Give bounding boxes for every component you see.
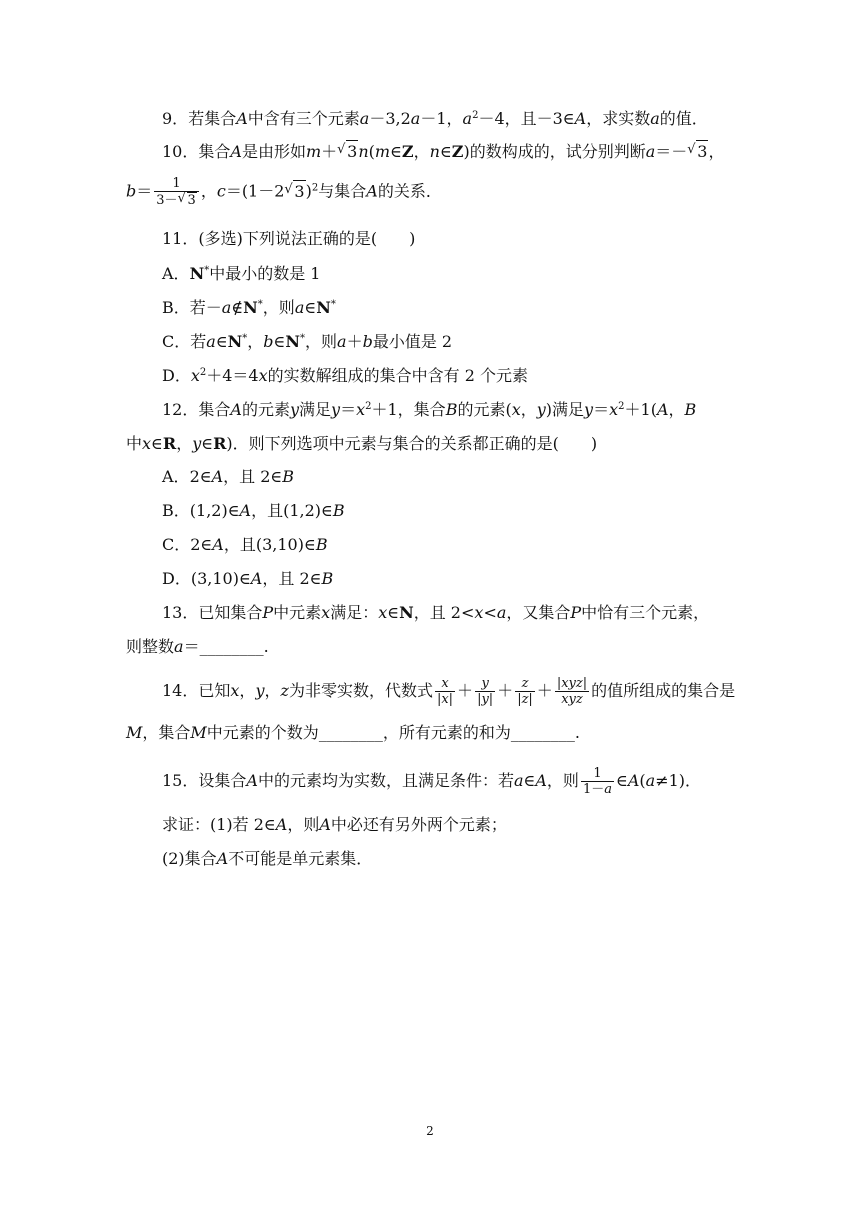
radicand: 3 xyxy=(697,142,708,161)
text: ，则 xyxy=(262,298,295,317)
fraction xyxy=(515,676,535,707)
text: －4，且－3∈ xyxy=(478,109,575,128)
text: ，且 2∈ xyxy=(262,569,322,588)
text: 2∈ xyxy=(190,535,213,554)
question-10-line-2 xyxy=(126,176,442,208)
question-11-option-a xyxy=(162,263,320,285)
text: (多选)下列说法正确的是( ) xyxy=(198,229,416,248)
var-x: x xyxy=(511,400,521,419)
var-B: B xyxy=(282,467,295,486)
set-N: N xyxy=(189,264,205,283)
question-11-stem xyxy=(162,228,415,250)
var-A: A xyxy=(230,400,242,419)
text: ∈ xyxy=(390,142,402,161)
question-number: 10． xyxy=(162,142,199,161)
var-y: y xyxy=(289,400,300,419)
exponent: 2 xyxy=(199,367,207,378)
var-n: n xyxy=(358,142,369,161)
var-M: M xyxy=(190,723,207,742)
question-number: 12． xyxy=(162,400,199,419)
text: 中含有三个元素 xyxy=(247,109,360,128)
text: ，所有元素的和为 xyxy=(382,723,511,742)
text: 中必还有另外两个元素； xyxy=(330,815,507,834)
option-label: A． xyxy=(162,264,190,283)
question-10-line-1 xyxy=(162,140,724,163)
denominator xyxy=(154,192,199,208)
option-label: B． xyxy=(162,298,190,317)
var-m: m xyxy=(374,142,391,161)
radicand: 3 xyxy=(294,181,305,201)
page-number: 2 xyxy=(426,1124,434,1138)
var-a: a xyxy=(337,332,347,351)
text: 设集合 xyxy=(198,771,247,790)
var-a: a xyxy=(410,109,421,128)
text: ＋ xyxy=(346,332,363,351)
var-y: y xyxy=(536,400,546,419)
var-a: a xyxy=(513,771,524,790)
numerator: 1 xyxy=(154,176,199,192)
text: ∈ xyxy=(304,298,317,317)
var-x: x xyxy=(356,400,366,419)
numerator: |xyz| xyxy=(556,676,588,691)
set-N: N xyxy=(243,298,258,317)
question-11-option-d xyxy=(162,365,528,387)
option-label: C． xyxy=(162,332,191,351)
text: 满足 xyxy=(299,400,332,419)
question-15-part-2 xyxy=(162,848,372,870)
text: ，且 2< xyxy=(413,603,475,622)
question-13-line-2 xyxy=(126,636,269,658)
text: 中的元素均为实数，且满足条件：若 xyxy=(257,771,514,790)
exponent: 2 xyxy=(618,401,625,412)
text: ， xyxy=(200,181,217,201)
option-label: A． xyxy=(162,467,190,486)
var-a: a xyxy=(462,109,473,128)
option-label: D． xyxy=(162,366,191,385)
question-number: 9． xyxy=(162,109,189,128)
set-Z: Z xyxy=(401,142,414,161)
var-x: x xyxy=(474,603,484,622)
text: 与集合 xyxy=(318,181,367,201)
question-14-line-2 xyxy=(126,722,580,744)
var-a: a xyxy=(604,782,612,797)
var-c: c xyxy=(216,181,226,201)
numerator: 1 xyxy=(581,766,614,782)
sqrt-symbol xyxy=(178,192,197,208)
text: 若 xyxy=(190,332,207,351)
fraction xyxy=(475,676,495,707)
text: 集合 xyxy=(198,142,231,161)
answer-blank: ________ xyxy=(510,723,575,742)
text: ∈ xyxy=(215,332,228,351)
text: ， xyxy=(520,400,537,419)
question-12-option-a xyxy=(162,466,294,488)
text: ，集合 xyxy=(142,723,191,742)
denominator: |x| xyxy=(436,692,454,707)
text: . xyxy=(574,723,580,742)
var-A: A xyxy=(246,771,258,790)
text: 若集合 xyxy=(188,109,237,128)
question-15-part-1 xyxy=(162,814,507,836)
question-12-option-d xyxy=(162,568,333,590)
radicand: 3 xyxy=(187,193,196,208)
text: ＝ xyxy=(593,400,610,419)
text: ∈ xyxy=(273,332,286,351)
text: ∈ xyxy=(387,603,400,622)
text: )．则下列选项中元素与集合的关系都正确的是( ) xyxy=(226,434,598,453)
var-b: b xyxy=(126,181,137,201)
var-A: A xyxy=(366,181,378,201)
var-B: B xyxy=(315,535,328,554)
var-a: a xyxy=(645,771,656,790)
text: ＝ xyxy=(183,637,200,656)
text: ＋1，集合 xyxy=(371,400,446,419)
text: －3,2 xyxy=(369,109,411,128)
var-B: B xyxy=(321,569,334,588)
text: 若－ xyxy=(189,298,222,317)
superscript: * xyxy=(204,265,210,276)
var-y: y xyxy=(255,681,265,700)
var-x: x xyxy=(321,603,331,622)
text: ， xyxy=(264,681,281,700)
text: 的值所组成的集合是 xyxy=(591,681,736,700)
text: ∈ xyxy=(523,771,536,790)
sqrt-symbol xyxy=(284,180,305,203)
text: ＋ xyxy=(321,142,338,161)
exponent: 2 xyxy=(472,110,479,121)
text: ＋4＝4 xyxy=(206,366,259,385)
text: ＝ xyxy=(136,181,153,201)
var-x: x xyxy=(190,366,200,385)
superscript: * xyxy=(242,333,248,344)
var-a: a xyxy=(174,637,184,656)
var-A: A xyxy=(250,569,263,588)
text: . xyxy=(263,637,269,656)
question-14-line-1 xyxy=(162,676,735,707)
var-A: A xyxy=(216,849,229,868)
option-label: B． xyxy=(162,501,190,520)
var-z: z xyxy=(280,681,289,700)
text: 是由形如 xyxy=(241,142,306,161)
exponent: 2 xyxy=(311,182,319,194)
denominator xyxy=(581,782,614,797)
text: (3,10)∈ xyxy=(190,569,251,588)
var-y: y xyxy=(584,400,594,419)
question-number: 15． xyxy=(162,771,199,790)
text: 中恰有三个元素， xyxy=(581,603,710,622)
text: ( xyxy=(368,142,375,161)
var-A: A xyxy=(319,815,331,834)
text: ，则 xyxy=(546,771,579,790)
var-b: b xyxy=(263,332,274,351)
text: (1,2)∈ xyxy=(189,501,240,520)
var-a: a xyxy=(294,298,305,317)
superscript: * xyxy=(300,333,306,344)
text: ， xyxy=(247,332,264,351)
var-A: A xyxy=(230,142,242,161)
question-number: 14． xyxy=(162,681,199,700)
answer-blank: ________ xyxy=(199,637,264,656)
text: 中元素 xyxy=(273,603,322,622)
text: 不可能是单元素集． xyxy=(228,849,373,868)
text: 2∈ xyxy=(189,467,212,486)
superscript: * xyxy=(330,299,336,310)
question-13-line-1 xyxy=(162,602,709,624)
text: ，且 2∈ xyxy=(223,467,283,486)
text: ，求实数 xyxy=(586,109,651,128)
question-number: 13． xyxy=(162,603,199,622)
answer-blank: ________ xyxy=(318,723,383,742)
var-B: B xyxy=(445,400,458,419)
text: ， xyxy=(176,434,193,453)
question-12-line-2 xyxy=(126,433,597,455)
option-label: D． xyxy=(162,569,191,588)
var-a: a xyxy=(221,298,232,317)
text: ，且(1,2)∈ xyxy=(251,501,333,520)
denominator: |z| xyxy=(517,692,533,707)
question-number: 11． xyxy=(162,229,199,248)
question-15-line-1 xyxy=(162,766,701,797)
var-P: P xyxy=(570,603,582,622)
var-x: x xyxy=(142,434,152,453)
text: ， xyxy=(413,142,430,161)
text: 已知集合 xyxy=(198,603,263,622)
var-a: a xyxy=(206,332,216,351)
var-A: A xyxy=(212,535,224,554)
var-x: x xyxy=(378,603,388,622)
fraction xyxy=(555,676,589,707)
text: )满足 xyxy=(545,400,585,419)
text: ，则 xyxy=(287,815,320,834)
option-label: C． xyxy=(162,535,191,554)
text: ＝(1－2 xyxy=(225,181,285,201)
text: ∉ xyxy=(231,298,244,317)
question-12-option-b xyxy=(162,500,345,522)
text: (2)集合 xyxy=(162,849,217,868)
text: ∈ xyxy=(439,142,452,161)
var-A: A xyxy=(211,467,224,486)
sqrt-symbol xyxy=(687,140,708,163)
text: ， xyxy=(708,142,725,161)
text: ，又集合 xyxy=(506,603,571,622)
set-N: N xyxy=(316,298,331,317)
text: ≠1)． xyxy=(655,771,702,790)
text: ∈ xyxy=(201,434,214,453)
text: < xyxy=(483,603,497,622)
var-A: A xyxy=(627,771,640,790)
numerator: x xyxy=(435,676,455,692)
var-a: a xyxy=(645,142,656,161)
fraction xyxy=(435,676,455,707)
var-A: A xyxy=(239,501,252,520)
var-a: a xyxy=(359,109,370,128)
text: 为非零实数，代数式 xyxy=(288,681,433,700)
text: －1， xyxy=(420,109,463,128)
text: 集合 xyxy=(198,400,231,419)
numerator: z xyxy=(515,676,535,692)
text: 的元素 xyxy=(241,400,290,419)
fraction xyxy=(154,176,199,208)
text: ＝ xyxy=(340,400,357,419)
var-x: x xyxy=(230,681,240,700)
set-Z: Z xyxy=(451,142,464,161)
text: 中元素的个数为 xyxy=(206,723,319,742)
text: ∈ xyxy=(151,434,163,453)
text: 则整数 xyxy=(126,637,175,656)
denominator: xyz xyxy=(561,692,583,707)
text: ＝－ xyxy=(655,142,688,161)
exponent: 2 xyxy=(365,401,372,412)
text: 的实数解组成的集合中含有 2 个元素 xyxy=(267,366,529,385)
radicand: 3 xyxy=(347,142,358,161)
var-a: a xyxy=(650,109,660,128)
set-N: N xyxy=(227,332,243,351)
question-12-line-1 xyxy=(162,399,696,421)
text: ＋1( xyxy=(624,400,657,419)
text: 满足： xyxy=(330,603,379,622)
var-a: a xyxy=(496,603,507,622)
var-B: B xyxy=(332,501,345,520)
text: ＋ xyxy=(497,681,514,700)
text: ， xyxy=(239,681,256,700)
text: 的关系． xyxy=(377,181,442,201)
text: 的元素( xyxy=(457,400,512,419)
superscript: * xyxy=(257,299,263,310)
question-12-option-c xyxy=(162,534,328,556)
var-A: A xyxy=(574,109,587,128)
var-y: y xyxy=(331,400,341,419)
question-11-option-c xyxy=(162,331,452,353)
text: 已知 xyxy=(198,681,231,700)
var-M: M xyxy=(126,723,143,742)
text: 最小值是 2 xyxy=(372,332,453,351)
text: )的数构成的，试分别判断 xyxy=(463,142,646,161)
text: 3－ xyxy=(156,193,178,208)
var-P: P xyxy=(262,603,274,622)
var-A: A xyxy=(236,109,248,128)
sqrt-symbol xyxy=(337,140,358,163)
var-x: x xyxy=(609,400,619,419)
var-A: A xyxy=(656,400,669,419)
question-9 xyxy=(162,108,708,130)
var-m: m xyxy=(305,142,322,161)
text: ，则 xyxy=(305,332,338,351)
text: ＋ xyxy=(536,681,553,700)
var-x: x xyxy=(258,366,268,385)
var-A: A xyxy=(535,771,547,790)
text: ∈ xyxy=(615,771,628,790)
text: 的值． xyxy=(659,109,708,128)
set-N: N xyxy=(399,603,414,622)
denominator: |y| xyxy=(477,692,494,707)
text: 中最小的数是 1 xyxy=(209,264,321,283)
set-R: R xyxy=(213,434,227,453)
set-N: N xyxy=(285,332,301,351)
text: ( xyxy=(639,771,646,790)
text: ＋ xyxy=(457,681,474,700)
var-n: n xyxy=(429,142,440,161)
var-y: y xyxy=(192,434,202,453)
text: ，且(3,10)∈ xyxy=(223,535,316,554)
var-A: A xyxy=(275,815,288,834)
question-11-option-b xyxy=(162,297,336,319)
set-R: R xyxy=(162,434,177,453)
text: 1－ xyxy=(582,782,605,797)
text: 求证：(1)若 2∈ xyxy=(162,815,276,834)
text: 中 xyxy=(126,434,143,453)
text: ， xyxy=(668,400,685,419)
numerator: y xyxy=(475,676,495,692)
var-B: B xyxy=(684,400,697,419)
text: ) xyxy=(305,181,312,201)
var-b: b xyxy=(362,332,373,351)
fraction xyxy=(581,766,614,797)
